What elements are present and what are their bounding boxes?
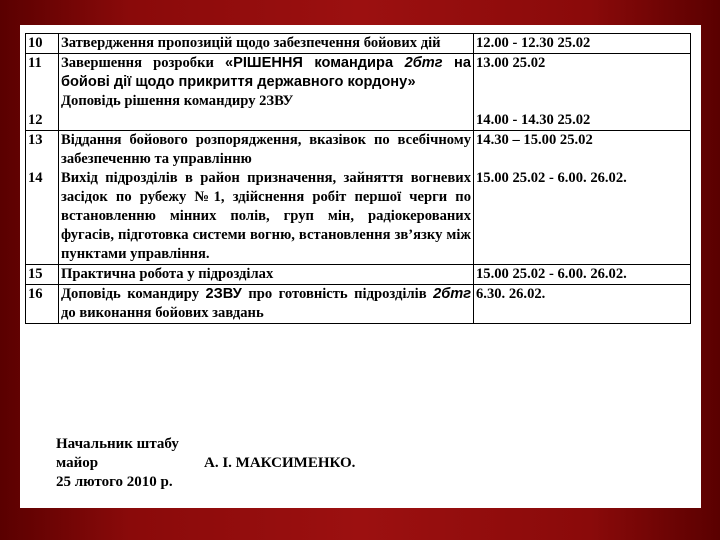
table-row — [26, 285, 691, 324]
time-cell: 15.00 25.02 - 6.00. 26.02. — [476, 170, 627, 186]
task-text: Вихід підрозділів в район призначення, зайняття вогневих засідок по рубежу №1, здійснення робіт першої черги по встановленню мінних полів, груп мін, радіокерованих фугасів, підготовка системи вогню, встановлення зв’язку між пунктами управління. — [61, 170, 471, 262]
task-text-group — [59, 54, 474, 131]
row-number: 14 — [28, 170, 43, 186]
time-cell: 14.00 - 14.30 25.02 — [476, 112, 591, 128]
row-number: 16 — [26, 285, 59, 324]
row-number: 15 — [26, 265, 59, 285]
row-number-group — [26, 54, 59, 131]
time-cell-group — [474, 54, 691, 131]
document-sheet — [20, 25, 701, 508]
row-number: 10 — [26, 34, 59, 54]
table-row — [26, 54, 691, 131]
row-number: 11 — [28, 55, 42, 71]
document-date: 25 лютого 2010 р. — [56, 474, 173, 490]
task-text: Віддання бойового розпорядження, вказівок по всебічному забезпеченню та управлінню — [61, 132, 471, 167]
task-text: Завершення розробки «РІШЕННЯ командира 2бтг на бойові дії щодо прикриття державного кордону» — [61, 55, 471, 90]
time-cell-group — [474, 131, 691, 265]
table-row — [26, 131, 691, 265]
time-cell: 15.00 25.02 - 6.00. 26.02. — [474, 265, 691, 285]
time-cell: 12.00 - 12.30 25.02 — [474, 34, 691, 54]
task-text: Затвердження пропозицій щодо забезпечення бойових дій — [59, 34, 474, 54]
time-cell: 13.00 25.02 — [476, 55, 546, 71]
signature-block — [56, 435, 356, 492]
table-row — [26, 265, 691, 285]
task-text: Доповідь командиру 2ЗВУ про готовність підрозділів 2бтг до виконання бойових завдань — [59, 285, 474, 324]
row-number: 13 — [28, 132, 43, 148]
task-text: Практична робота у підрозділах — [59, 265, 474, 285]
table-row — [26, 34, 691, 54]
signatory-rank: майор — [56, 455, 99, 471]
schedule-table — [25, 33, 691, 324]
time-cell: 6.30. 26.02. — [474, 285, 691, 324]
signatory-name: А. І. МАКСИМЕНКО. — [204, 455, 356, 471]
row-number: 12 — [28, 112, 43, 128]
row-number-group — [26, 131, 59, 265]
task-text-group — [59, 131, 474, 265]
task-text: Доповідь рішення командиру 2ЗВУ — [61, 93, 294, 109]
time-cell: 14.30 – 15.00 25.02 — [476, 132, 593, 148]
signatory-position: Начальник штабу — [56, 436, 179, 452]
